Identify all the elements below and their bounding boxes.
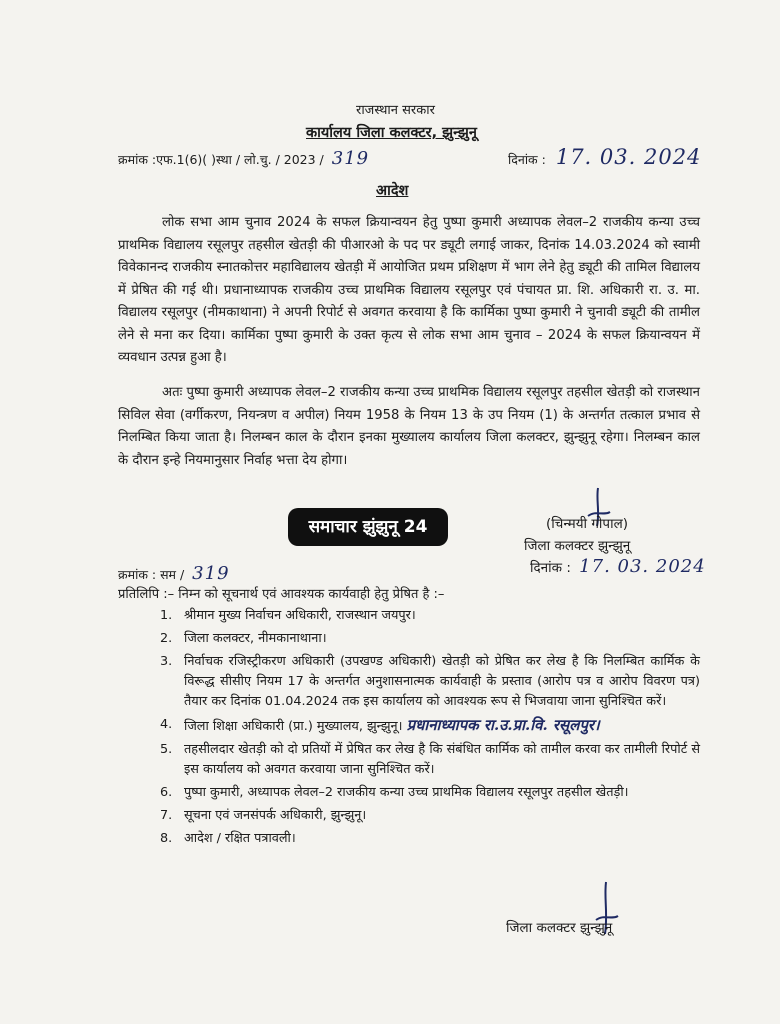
signature-date (530, 556, 706, 577)
copy-recipient-list (160, 606, 700, 852)
reference-number-handwritten: 319 (331, 148, 370, 169)
list-item: 4. जिला शिक्षा अधिकारी (प्रा.) मुख्यालय, झुन्झुनू। प्रधानाध्यापक रा.उ.प्रा.वि. रसूलपुर। (160, 716, 600, 734)
signatory-name: (चिन्मयी गोपाल) (546, 516, 629, 532)
copy-reference-handwritten: 319 (192, 563, 230, 584)
signature-date-label: दिनांक : (530, 560, 571, 576)
order-title: आदेश (376, 183, 409, 199)
handwritten-addition: प्रधानाध्यापक रा.उ.प्रा.वि. रसूलपुर। (406, 716, 600, 734)
issue-date-handwritten: 17. 03. 2024 (555, 145, 702, 169)
copy-reference-printed: क्रमांक : सम / (118, 567, 185, 582)
order-paragraph-2: अतः पुष्पा कुमारी अध्यापक लेवल–2 राजकीय कन्या उच्च प्राथमिक विद्यालय रसूलपुर तहसील खेतड़ी को राजस्थान सिविल सेवा (वर्गीकरण, नियन्त्रण व अपील) नियम 1958 के नियम 13 के उप नियम (1) के अन्तर्गत तत्काल प्रभाव से निलम्बित किया जाता है। निलम्बन काल के दौरान इनका मुख्यालय कार्यालय जिला कलक्टर, झुन्झुनू रहेगा। निलम्बन काल के दौरान इन्हे नियमानुसार निर्वाह भत्ता देय होगा। (118, 385, 700, 468)
signatory-designation: जिला कलक्टर झुन्झुनू (524, 538, 631, 554)
government-heading: राजस्थान सरकार (356, 103, 435, 118)
list-item: 6. पुष्पा कुमारी, अध्यापक लेवल–2 राजकीय कन्या उच्च प्राथमिक विद्यालय रसूलपुर तहसील खेतड़ी। (160, 785, 629, 800)
list-item: 3. निर्वाचक रजिस्ट्रीकरण अधिकारी (उपखण्ड अधिकारी) खेतड़ी को प्रेषित कर लेख है कि निलम्बित कार्मिक के विरूद्ध सीसीए नियम 17 के अन्तर्गत अनुशासनात्मक कार्यवाही के प्रस्ताव (आरोप पत्र व आरोप विवरण पत्र) तैयार कर दिनांक 01.04.2024 तक इस कार्यालय को आवश्यक रूप से भिजवाया जाना सुनिश्चित करें। (160, 654, 700, 709)
copy-intro: प्रतिलिपि :– निम्न को सूचनार्थ एवं आवश्यक कार्यवाही हेतु प्रेषित है :– (118, 587, 445, 602)
footer-signatory: जिला कलक्टर झुन्झुनू (506, 920, 613, 936)
reference-number (118, 148, 369, 169)
copy-reference (118, 563, 230, 584)
issue-date-label: दिनांक : (508, 152, 546, 167)
reference-number-printed: क्रमांक :एफ.1(6)( )स्था / लो.चु. / 2023 / (118, 152, 324, 167)
order-paragraph-1: लोक सभा आम चुनाव 2024 के सफल क्रियान्वयन हेतु पुष्पा कुमारी अध्यापक लेवल–2 राजकीय कन्या उच्च प्राथमिक विद्यालय रसूलपुर तहसील खेतड़ी की पीआरओ के पद पर ड्यूटी लगाई जाकर, दिनांक 14.03.2024 को स्वामी विवेकानन्द राजकीय स्नातकोत्तर महाविद्यालय खेतड़ी में आयोजित प्रथम प्रशिक्षण में भाग लेने हेतु ड्यूटी की तामिल विद्यालय में प्रेषित की गई थी। प्रधानाध्यापक राजकीय उच्च प्राथमिक विद्यालय रसूलपुर एवं पंचायत प्रा. शि. अधिकारी रा. उ. मा. विद्यालय रसूलपुर (नीमकाथाना) ने अपनी रिपोर्ट से अवगत करवाया है कि कार्मिका पुष्पा कुमारी ने चुनावी ड्यूटी की तामील लेने से मना कर दिया। कार्मिका पुष्पा कुमारी के उक्त कृत्य से लोक सभा आम चुनाव – 2024 के सफल क्रियान्वयन में व्यवधान उत्पन्न हुआ है। (118, 215, 700, 365)
signature-date-handwritten: 17. 03. 2024 (579, 556, 706, 577)
list-item: 5. तहसीलदार खेतड़ी को दो प्रतियों में प्रेषित कर लेख है कि संबंधित कार्मिक को तामील करवा कर तामीली रिपोर्ट से इस कार्यालय को अवगत करवाया जाना सुनिश्चित करें। (160, 742, 700, 777)
list-item: 2. जिला कलक्टर, नीमकानाथाना। (160, 631, 327, 646)
list-item: 1. श्रीमान मुख्य निर्वाचन अधिकारी, राजस्थान जयपुर। (160, 608, 416, 623)
issue-date (508, 145, 701, 169)
list-item: 8. आदेश / रक्षित पत्रावली। (160, 831, 296, 846)
news-watermark-badge: समाचार झुंझुनू 24 (288, 508, 448, 546)
office-heading: कार्यालय जिला कलक्टर, झुन्झुनू (306, 125, 477, 141)
list-item: 7. सूचना एवं जनसंपर्क अधिकारी, झुन्झुनू। (160, 808, 367, 823)
